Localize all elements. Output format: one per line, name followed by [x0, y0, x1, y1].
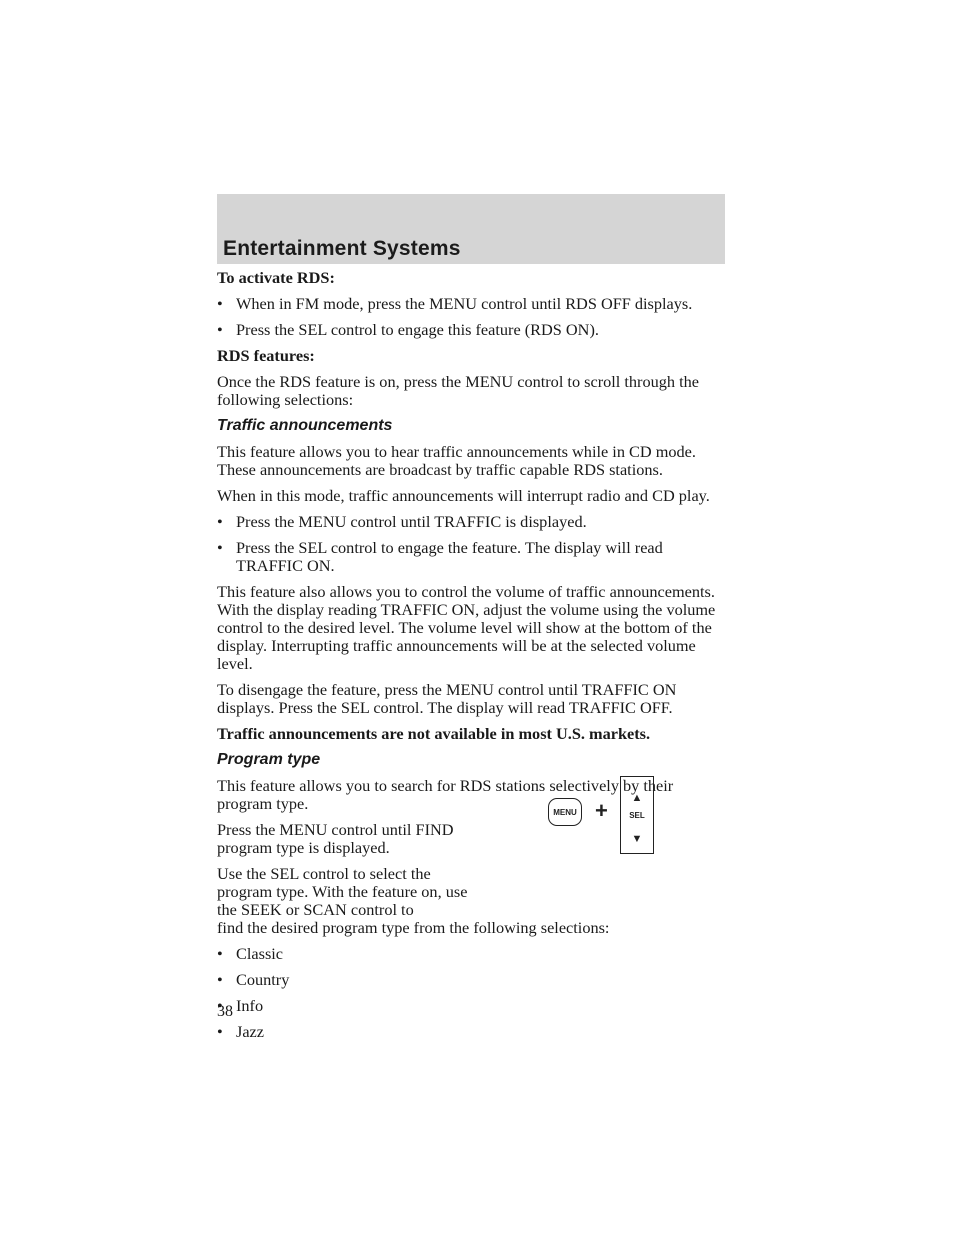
traffic-paragraph: This feature also allows you to control the volume of traffic announcements. With the display reading TRAFFIC ON, adjust the volume using the volume control to the desired level. The volume level will show at the bottom of the display. Interrupting traffic announcements will be at the selected volume level.: [217, 582, 716, 673]
menu-button-icon: [548, 798, 582, 826]
features-intro: Once the RDS feature is on, press the MENU control to scroll through the following selections:: [217, 372, 700, 409]
list-item: • Classic: [217, 945, 729, 963]
features-heading: RDS features:: [217, 346, 315, 365]
page-content: [217, 269, 729, 1049]
sel-label: SEL: [629, 811, 645, 820]
program-paragraph: Use the SEL control to select the program type. With the feature on, use the SEEK or SCAN control to: [217, 864, 468, 919]
list-item: • Press the SEL control to engage the feature. The display will read TRAFFIC ON.: [217, 539, 729, 575]
menu-sel-illustration: [548, 776, 658, 856]
traffic-note: Traffic announcements are not available in most U.S. markets.: [217, 724, 651, 743]
list-item: • Jazz: [217, 1023, 729, 1041]
program-paragraph: Press the MENU control until FIND program type is displayed.: [217, 820, 454, 857]
traffic-paragraph: When in this mode, traffic announcements will interrupt radio and CD play.: [217, 486, 710, 505]
plus-icon: +: [595, 798, 608, 823]
arrow-up-icon: ▲: [631, 792, 643, 804]
list-item: • Press the SEL control to engage this feature (RDS ON).: [217, 321, 729, 339]
traffic-paragraph: To disengage the feature, press the MENU control until TRAFFIC ON displays. Press the SEL control. The display will read TRAFFIC OFF.: [217, 680, 677, 717]
traffic-heading: Traffic announcements: [217, 417, 393, 434]
list-item: • Info: [217, 997, 729, 1015]
menu-label: MENU: [553, 807, 577, 817]
list-item: • Press the MENU control until TRAFFIC is displayed.: [217, 513, 729, 531]
list-item: • Country: [217, 971, 729, 989]
program-heading: Program type: [217, 751, 321, 768]
list-item: • When in FM mode, press the MENU control until RDS OFF displays.: [217, 295, 729, 313]
section-title: Entertainment Systems: [223, 237, 461, 260]
sel-rocker-icon: [620, 776, 654, 854]
section-header-bar: [217, 194, 725, 264]
traffic-paragraph: This feature allows you to hear traffic announcements while in CD mode. These announcements are broadcast by traffic capable RDS stations.: [217, 442, 696, 479]
program-paragraph: find the desired program type from the following selections:: [217, 918, 610, 937]
program-paragraph: This feature allows you to search for RDS stations selectively by their program type.: [217, 776, 674, 813]
arrow-down-icon: ▼: [631, 833, 643, 845]
activate-heading: To activate RDS:: [217, 268, 335, 287]
page-number: 38: [217, 1003, 233, 1020]
